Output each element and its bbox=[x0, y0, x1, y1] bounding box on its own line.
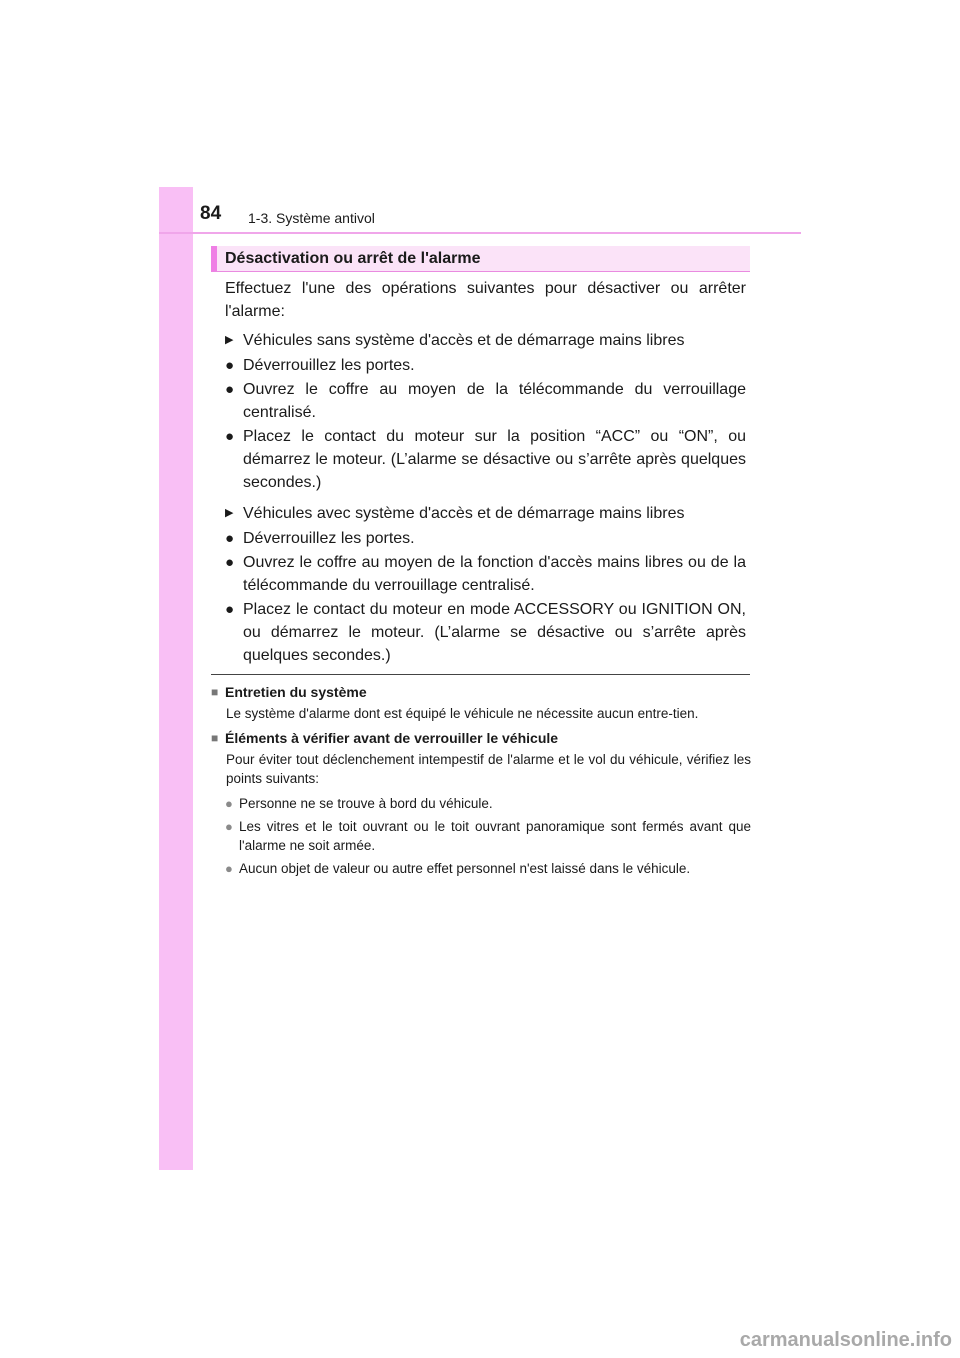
group-title-without-smart-key: ▶ Véhicules sans système d'accès et de démarrage mains libres bbox=[225, 329, 746, 352]
bullet-icon: ● bbox=[225, 861, 233, 876]
bullet-icon: ● bbox=[225, 530, 235, 547]
note-title: ■ Éléments à vérifier avant de verrouiller le véhicule bbox=[211, 730, 559, 746]
list-item: ● Ouvrez le coffre au moyen de la télécommande du verrouillage centralisé. bbox=[225, 378, 746, 424]
bullet-icon: ● bbox=[225, 554, 235, 571]
side-color-strip bbox=[159, 187, 193, 1170]
list-item: ● Ouvrez le coffre au moyen de la fonction d'accès mains libres ou de la télécommande du verrouillage centralisé. bbox=[225, 551, 746, 597]
list-item: ● Déverrouillez les portes. bbox=[225, 527, 746, 550]
intro-paragraph: Effectuez l'une des opérations suivantes pour désactiver ou arrêter l'alarme: bbox=[225, 280, 746, 320]
note-text: Le système d'alarme dont est équipé le véhicule ne nécessite aucun entre-tien. bbox=[226, 706, 699, 721]
section-heading: Désactivation ou arrêt de l'alarme bbox=[211, 246, 750, 272]
note-list-item: ● Les vitres et le toit ouvrant ou le toit ouvrant panoramique sont fermés avant que l'alarme ne soit armée. bbox=[225, 819, 751, 853]
list-item: ● Placez le contact du moteur en mode ACCESSORY ou IGNITION ON, ou démarrez le moteur. (L’alarme se désactive ou s’arrête après quelques secondes.) bbox=[225, 598, 746, 667]
square-icon: ■ bbox=[211, 731, 219, 745]
list-item: ● Placez le contact du moteur sur la position “ACC” ou “ON”, ou démarrez le moteur. (L’alarme se désactive ou s’arrête après quelques secondes.) bbox=[225, 425, 746, 494]
header-rule bbox=[159, 232, 801, 234]
bullet-icon: ● bbox=[225, 796, 233, 811]
bullet-icon: ● bbox=[225, 357, 235, 374]
group-title-with-smart-key: ▶ Véhicules avec système d'accès et de démarrage mains libres bbox=[225, 502, 746, 525]
note-text: Pour éviter tout déclenchement intempestif de l'alarme et le vol du véhicule, vérifiez les points suivants: bbox=[226, 752, 751, 786]
bullet-icon: ● bbox=[225, 819, 233, 834]
bullet-icon: ● bbox=[225, 381, 235, 398]
triangle-icon: ▶ bbox=[225, 334, 234, 346]
main-content bbox=[225, 277, 746, 668]
square-icon: ■ bbox=[211, 685, 219, 699]
bullet-icon: ● bbox=[225, 428, 235, 445]
note-list-item: ● Personne ne se trouve à bord du véhicule. bbox=[225, 796, 493, 811]
watermark: carmanualsonline.info bbox=[739, 1329, 952, 1351]
page-number: 84 bbox=[200, 203, 222, 224]
note-list-item: ● Aucun objet de valeur ou autre effet personnel n'est laissé dans le véhicule. bbox=[225, 861, 691, 876]
section-label: 1-3. Système antivol bbox=[248, 210, 375, 226]
triangle-icon: ▶ bbox=[225, 507, 234, 519]
note-title: ■ Entretien du système bbox=[211, 684, 367, 700]
notes-section bbox=[211, 682, 751, 882]
bullet-icon: ● bbox=[225, 601, 235, 618]
list-item: ● Déverrouillez les portes. bbox=[225, 354, 746, 377]
notes-divider bbox=[211, 674, 750, 675]
